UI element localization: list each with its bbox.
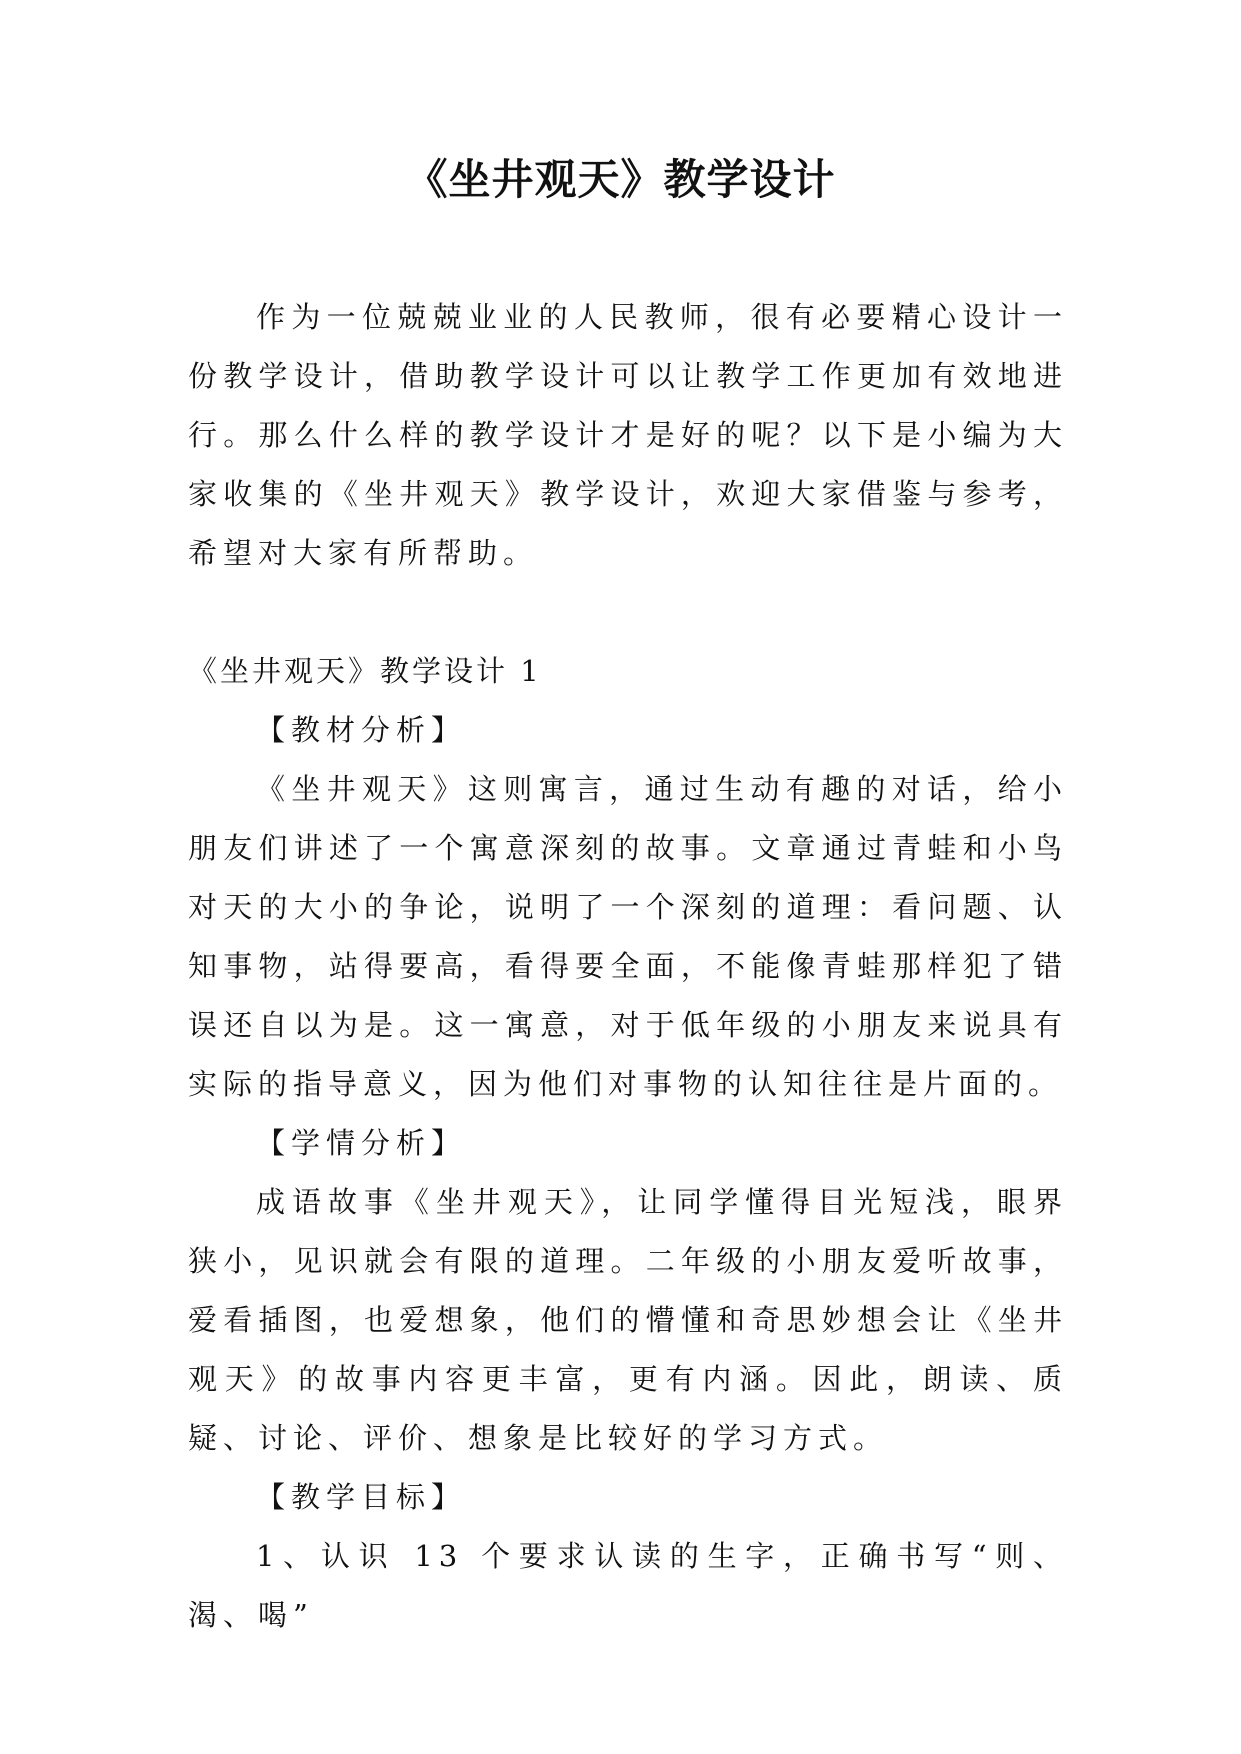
document-title: 《坐井观天》教学设计: [405, 155, 836, 204]
paragraph-goal-1: 1、认识 13 个要求认读的生字，正确书写“则、渴、喝”: [188, 1539, 1068, 1632]
paragraph-gap: [188, 583, 1068, 642]
paragraph-student-analysis: 成语故事《坐井观天》，让同学懂得目光短浅，眼界狭小，见识就会有限的道理。二年级的小朋友爱听故事，爱看插图，也爱想象，他们的懵懂和奇思妙想会让《坐井观天》的故事内容更丰富，更有内涵。因此，朗读、质疑、讨论、评价、想象是比较好的学习方式。: [188, 1185, 1068, 1455]
paragraph-textbook-analysis: 《坐井观天》这则寓言，通过生动有趣的对话，给小朋友们讲述了一个寓意深刻的故事。文章通过青蛙和小鸟对天的大小的争论，说明了一个深刻的道理：看问题、认知事物，站得要高，看得要全面，不能像青蛙那样犯了错误还自以为是。这一寓意，对于低年级的小朋友来说具有实际的指导意义，因为他们对事物的认知往往是片面的。: [188, 772, 1068, 1101]
intro-paragraph: 作为一位兢兢业业的人民教师，很有必要精心设计一份教学设计，借助教学设计可以让教学工作更加有效地进行。那么什么样的教学设计才是好的呢？以下是小编为大家收集的《坐井观天》教学设计，欢迎大家借鉴与参考，希望对大家有所帮助。: [188, 300, 1068, 570]
heading-student-analysis: 【学情分析】: [256, 1126, 467, 1160]
document-body: [188, 288, 1068, 1645]
heading-textbook-analysis: 【教材分析】: [256, 713, 467, 747]
section-title: 《坐井观天》教学设计 1: [188, 654, 542, 688]
heading-teaching-goals: 【教学目标】: [256, 1480, 467, 1514]
